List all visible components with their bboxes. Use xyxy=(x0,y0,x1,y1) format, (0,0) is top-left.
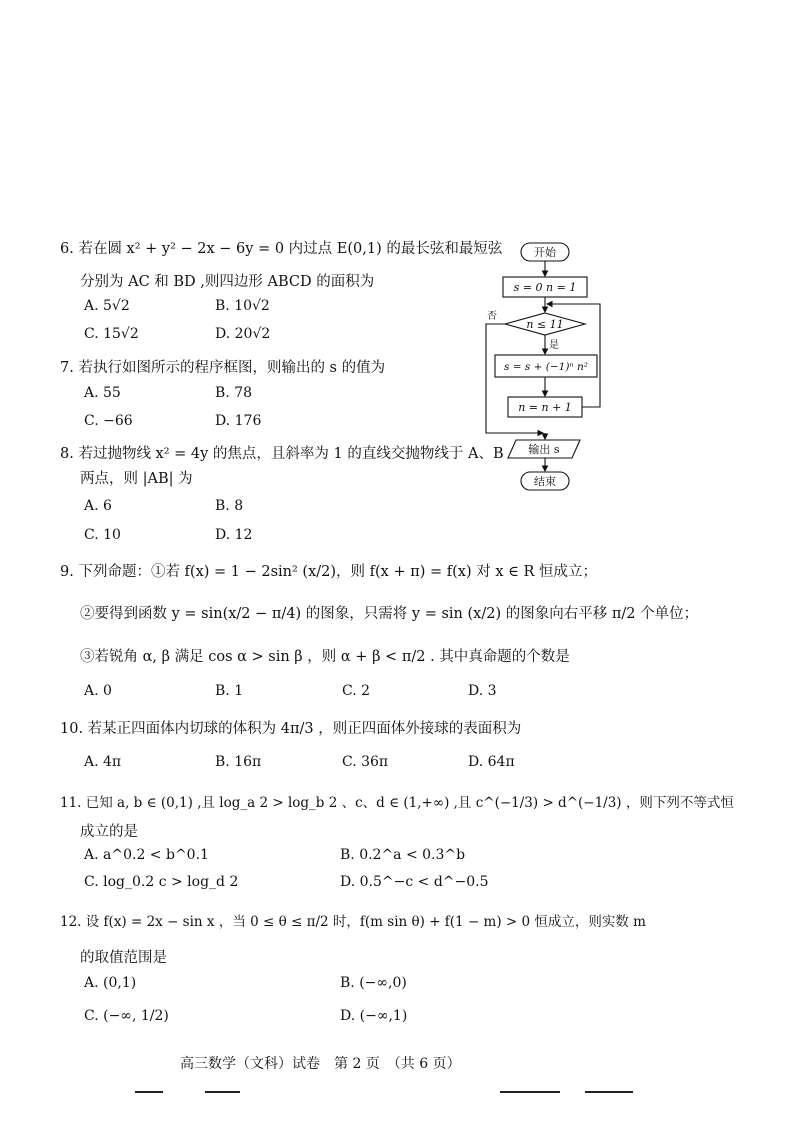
q11-line1: 11. 已知 a, b ∈ (0,1) ,且 log_a 2 > log_b 2 、c、d ∈ (1,+∞) ,且 c^(−1/3) > d^(−1/3) ，则下列不等式恒 xyxy=(60,795,734,811)
q6-option-a: A. 5√2 xyxy=(84,298,130,314)
q9-option-b: B. 1 xyxy=(215,683,244,699)
q7-option-c: C. −66 xyxy=(84,413,133,429)
q8-option-b: B. 8 xyxy=(215,498,244,514)
flow-update-n-label: n = n + 1 xyxy=(518,401,572,414)
q6-line2: 分别为 AC 和 BD ,则四边形 ABCD 的面积为 xyxy=(80,274,375,290)
q9-option-a: A. 0 xyxy=(84,683,112,699)
q8-line2: 两点，则 |AB| 为 xyxy=(80,471,193,487)
q8-option-a: A. 6 xyxy=(84,498,112,514)
q10-option-b: B. 16π xyxy=(215,754,262,770)
q6-option-b: B. 10√2 xyxy=(215,298,270,314)
q6-option-c: C. 15√2 xyxy=(84,326,139,342)
q6-line1: 6. 若在圆 x² + y² − 2x − 6y = 0 内过点 E(0,1) 的最长弦和最短弦 xyxy=(60,241,503,257)
flow-init-label: s = 0 n = 1 xyxy=(513,281,577,294)
q11-option-c: C. log_0.2 c > log_d 2 xyxy=(84,874,239,890)
page-footer: 高三数学（文科）试卷 第 2 页 （共 6 页） xyxy=(180,1056,461,1072)
flow-yes-label: 是 xyxy=(549,340,559,351)
q7-option-a: A. 55 xyxy=(84,385,121,401)
q10-option-a: A. 4π xyxy=(84,754,122,770)
q12-line2: 的取值范围是 xyxy=(80,950,167,966)
flow-output-label: 输出 s xyxy=(528,443,560,456)
q9-option-c: C. 2 xyxy=(342,683,371,699)
q12-option-b: B. (−∞,0) xyxy=(340,975,407,991)
q10-option-d: D. 64π xyxy=(468,754,515,770)
flow-end-label: 结束 xyxy=(534,475,556,488)
q10-stem: 10. 若某正四面体内切球的体积为 4π/3 ，则正四面体外接球的表面积为 xyxy=(60,721,522,737)
q8-option-c: C. 10 xyxy=(84,527,121,543)
q8-option-d: D. 12 xyxy=(215,527,253,543)
scan-mark xyxy=(585,1091,633,1093)
scan-mark xyxy=(135,1091,163,1093)
q9-line2: ②要得到函数 y = sin(x/2 − π/4) 的图象，只需将 y = sin (x/2) 的图象向右平移 π/2 个单位； xyxy=(80,606,699,622)
flow-start-label: 开始 xyxy=(534,246,556,259)
q7-option-b: B. 78 xyxy=(215,385,253,401)
q12-option-a: A. (0,1) xyxy=(84,975,137,991)
flow-condition-label: n ≤ 11 xyxy=(526,318,564,331)
q12-option-d: D. (−∞,1) xyxy=(340,1008,408,1024)
q11-option-b: B. 0.2^a < 0.3^b xyxy=(340,847,466,863)
scan-mark xyxy=(500,1091,560,1093)
scan-mark xyxy=(205,1091,240,1093)
q11-option-d: D. 0.5^−c < d^−0.5 xyxy=(340,874,489,890)
q9-line1: 9. 下列命题：①若 f(x) = 1 − 2sin² (x/2)，则 f(x + π) = f(x) 对 x ∈ R 恒成立； xyxy=(60,564,598,580)
q11-option-a: A. a^0.2 < b^0.1 xyxy=(84,847,209,863)
flow-update-s-label: s = s + (−1)ⁿ n² xyxy=(504,361,588,373)
q9-line3: ③若锐角 α, β 满足 cos α > sin β ，则 α + β < π/2 . 其中真命题的个数是 xyxy=(80,649,570,665)
flow-no-label: 否 xyxy=(487,311,497,322)
q12-option-c: C. (−∞, 1/2) xyxy=(84,1008,169,1024)
q8-line1: 8. 若过抛物线 x² = 4y 的焦点，且斜率为 1 的直线交抛物线于 A、B xyxy=(60,446,504,462)
q12-line1: 12. 设 f(x) = 2x − sin x ，当 0 ≤ θ ≤ π/2 时，f(m sin θ) + f(1 − m) > 0 恒成立，则实数 m xyxy=(60,914,646,930)
program-flowchart xyxy=(478,238,618,498)
q7-stem: 7. 若执行如图所示的程序框图，则输出的 s 的值为 xyxy=(60,360,386,376)
q9-option-d: D. 3 xyxy=(468,683,497,699)
q10-option-c: C. 36π xyxy=(342,754,389,770)
q6-option-d: D. 20√2 xyxy=(215,326,271,342)
q7-option-d: D. 176 xyxy=(215,413,262,429)
q11-line2: 成立的是 xyxy=(80,824,138,840)
